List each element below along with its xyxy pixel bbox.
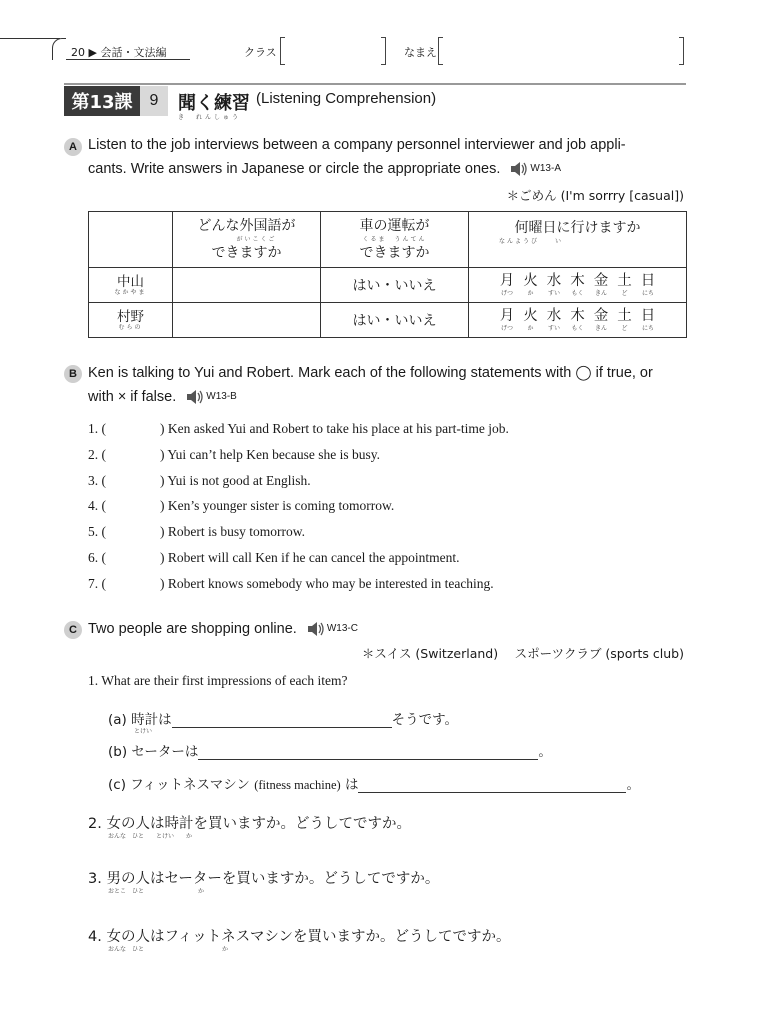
day-choice[interactable] — [500, 273, 515, 297]
speaker-icon — [510, 162, 528, 176]
table-row — [89, 303, 687, 338]
item-paren-close: ) — [160, 524, 165, 539]
section-a-marker: A — [64, 138, 82, 156]
section-c-marker: C — [64, 621, 82, 639]
day-choice[interactable] — [547, 308, 562, 332]
day-furigana: げつ — [500, 325, 513, 332]
table-header-row — [89, 212, 687, 268]
list-item — [88, 498, 394, 514]
item-number[interactable]: 6. ( — [88, 550, 106, 565]
answer-1a-field[interactable] — [172, 727, 392, 728]
question-3-furigana: おとこ ひと か — [108, 888, 205, 895]
day-furigana: ど — [621, 325, 628, 332]
item-text: Yui can’t help Ken because she is busy. — [167, 447, 380, 462]
item-paren-close: ) — [160, 473, 165, 488]
day-furigana: きん — [594, 290, 607, 297]
name-label: なまえ — [404, 46, 437, 59]
question-2: 2. 女の人は時計を買いますか。どうしてですか。 — [88, 816, 411, 832]
page-label: 20 ▶ 会話・文法編 — [71, 46, 167, 59]
day-kanji: 木 — [570, 273, 585, 289]
day-kanji: 金 — [593, 273, 609, 289]
section-a-instruction-line2-row — [88, 157, 688, 181]
section-c-audio[interactable] — [307, 617, 358, 641]
day-choice[interactable] — [547, 273, 562, 297]
section-c-instruction-row — [88, 617, 358, 641]
day-furigana: もく — [571, 325, 584, 332]
question-4-furigana: おんな ひと か — [108, 946, 229, 953]
applicant-name: 中山 — [117, 274, 144, 290]
day-kanji: 水 — [546, 308, 562, 324]
question-1c-english: (fitness machine) — [254, 778, 341, 792]
class-field[interactable] — [280, 38, 386, 64]
day-furigana: もく — [571, 290, 584, 297]
section-b-instruction-line1: Ken is talking to Yui and Robert. Mark each of the following statements with ◯ if true, or — [88, 365, 653, 381]
section-b-instruction-line2: with × if false. — [88, 389, 177, 405]
item-number[interactable]: 4. ( — [88, 498, 106, 513]
day-furigana: すい — [547, 325, 560, 332]
section-a-instruction-line1: Listen to the job interviews between a company personnel interviewer and job appli- — [88, 137, 626, 153]
applicant-name-furigana: むらの — [118, 324, 143, 331]
section-b-marker: B — [64, 365, 82, 383]
day-furigana: すい — [547, 290, 560, 297]
question-1b-suffix: 。 — [538, 744, 552, 760]
item-paren-close: ) — [160, 576, 165, 591]
question-1c-suffix: 。 — [626, 777, 640, 793]
day-kanji: 日 — [640, 273, 656, 289]
section-a-instruction — [88, 133, 688, 181]
applicant-name-cell — [89, 303, 173, 338]
question-1a-row — [108, 708, 458, 728]
header-languages-furigana: がいこくご — [236, 235, 277, 243]
day-kanji: 木 — [570, 308, 585, 324]
day-furigana: きん — [594, 325, 607, 332]
audio-code: W13-A — [530, 163, 561, 175]
day-furigana: にち — [641, 325, 654, 332]
days-choices — [469, 273, 686, 297]
list-item — [88, 447, 380, 463]
item-paren-close: ) — [160, 550, 165, 565]
speaker-icon — [307, 622, 325, 636]
item-text: Robert will call Ken if he can cancel the appointment. — [167, 550, 460, 565]
day-furigana: か — [527, 290, 534, 297]
day-kanji: 火 — [523, 308, 538, 324]
applicant-name-cell — [89, 268, 173, 303]
item-text: Ken asked Yui and Robert to take his place at his part-time job. — [167, 421, 509, 436]
section-b-instruction — [88, 361, 698, 409]
header-driving-line1: 車の運転が — [359, 217, 430, 234]
section-b-audio[interactable] — [186, 385, 237, 409]
driving-choice[interactable]: はい・いいえ — [321, 303, 469, 338]
applicant-name: 村野 — [117, 309, 144, 325]
days-choices — [469, 308, 686, 332]
item-text: Robert is busy tomorrow. — [167, 524, 305, 539]
question-4: 4. 女の人はフィットネスマシンを買いますか。どうしてですか。 — [88, 929, 511, 945]
header-languages-line1: どんな外国語が — [197, 217, 296, 234]
day-kanji: 火 — [523, 273, 538, 289]
speaker-icon — [186, 390, 204, 404]
day-furigana: にち — [641, 290, 654, 297]
day-choice[interactable] — [523, 273, 538, 297]
header-rule — [0, 38, 60, 39]
day-furigana: か — [527, 325, 534, 332]
item-text: Ken’s younger sister is coming tomorrow. — [167, 498, 395, 513]
day-kanji: 月 — [499, 308, 515, 324]
header-driving — [321, 212, 469, 268]
section-c-instruction: Two people are shopping online. — [88, 621, 297, 637]
title-rule — [64, 83, 686, 85]
day-choice[interactable] — [570, 273, 585, 297]
lesson-badge: 第13課 — [64, 86, 140, 116]
days-choice-cell — [469, 268, 687, 303]
day-choice[interactable] — [617, 308, 632, 332]
section-a-instruction-line2: cants. Write answers in Japanese or circle the appropriate ones. — [88, 161, 501, 177]
section-a-note: ＊ごめん (I'm sorrry [casual]) — [506, 188, 684, 203]
day-choice[interactable] — [617, 273, 632, 297]
question-1: 1. What are their first impressions of each item? — [88, 673, 348, 688]
question-1b-prefix: (b) セーターは — [108, 744, 199, 760]
day-choice[interactable] — [594, 308, 609, 332]
audio-code: W13-B — [206, 391, 237, 403]
day-choice[interactable] — [500, 308, 515, 332]
answer-1c-field[interactable] — [358, 792, 626, 793]
item-paren-close: ) — [160, 498, 165, 513]
answer-1b-field[interactable] — [198, 759, 538, 760]
section-a-audio[interactable] — [510, 157, 561, 181]
days-choice-cell — [469, 303, 687, 338]
item-text: Yui is not good at English. — [167, 473, 311, 488]
question-1c-prefix: (c) フィットネスマシン — [108, 777, 250, 793]
day-choice[interactable] — [641, 273, 656, 297]
day-kanji: 土 — [617, 308, 632, 324]
header-driving-furigana: くるま うんてん — [362, 235, 427, 243]
day-kanji: 金 — [593, 308, 609, 324]
day-choice[interactable] — [594, 273, 609, 297]
day-kanji: 水 — [546, 273, 562, 289]
item-paren-close: ) — [160, 447, 165, 462]
question-2-furigana: おんな ひと とけい か — [108, 833, 193, 840]
item-number[interactable]: 3. ( — [88, 473, 106, 488]
question-1b-row — [108, 740, 552, 760]
name-field[interactable] — [438, 38, 684, 64]
list-item — [88, 421, 509, 437]
item-number[interactable]: 2. ( — [88, 447, 106, 462]
day-furigana: げつ — [500, 290, 513, 297]
header-curve — [52, 38, 66, 60]
header-days-furigana: なんようび い — [499, 238, 564, 245]
page-title-english: (Listening Comprehension) — [256, 90, 437, 107]
day-choice[interactable] — [641, 308, 656, 332]
question-1c-row — [108, 773, 640, 793]
list-item — [88, 473, 311, 489]
header-days-line1: 何曜日に行けますか — [514, 220, 641, 236]
table-corner-cell — [89, 212, 173, 268]
item-number[interactable]: 1. ( — [88, 421, 106, 436]
item-number[interactable]: 7. ( — [88, 576, 106, 591]
item-text: Robert knows somebody who may be interested in teaching. — [167, 576, 494, 591]
question-1a-prefix: (a) 時計は — [108, 712, 172, 728]
class-label: クラス — [244, 46, 277, 59]
day-choice[interactable] — [570, 308, 585, 332]
languages-answer-cell[interactable] — [173, 303, 321, 338]
question-3: 3. 男の人はセーターを買いますか。どうしてですか。 — [88, 871, 440, 887]
page-title: 聞く練習 — [178, 93, 250, 114]
question-1a-furigana: とけい — [134, 728, 153, 735]
title-furigana: き れんしゅう — [178, 114, 242, 121]
list-item — [88, 550, 460, 566]
audio-code: W13-C — [326, 623, 358, 635]
item-number[interactable]: 5. ( — [88, 524, 106, 539]
header-languages-line2: できますか — [211, 244, 282, 261]
day-kanji: 日 — [640, 308, 656, 324]
header-days — [469, 212, 687, 268]
day-kanji: 月 — [499, 273, 515, 289]
applicant-name-furigana: なかやま — [114, 289, 147, 296]
section-number: 9 — [140, 86, 168, 116]
day-furigana: ど — [621, 290, 628, 297]
section-c-note: ＊スイス (Switzerland) スポーツクラブ (sports club) — [361, 646, 684, 661]
driving-choice[interactable]: はい・いいえ — [321, 268, 469, 303]
interview-table — [88, 211, 687, 338]
list-item — [88, 524, 305, 540]
day-choice[interactable] — [523, 308, 538, 332]
table-row — [89, 268, 687, 303]
question-1a-suffix: そうです。 — [391, 712, 459, 728]
item-paren-close: ) — [160, 421, 165, 436]
section-b-instruction-line2-row — [88, 385, 698, 409]
header-languages — [173, 212, 321, 268]
languages-answer-cell[interactable] — [173, 268, 321, 303]
day-kanji: 土 — [617, 273, 632, 289]
list-item — [88, 576, 494, 592]
question-1c-particle: は — [344, 777, 359, 793]
header-driving-line2: できますか — [359, 244, 430, 261]
